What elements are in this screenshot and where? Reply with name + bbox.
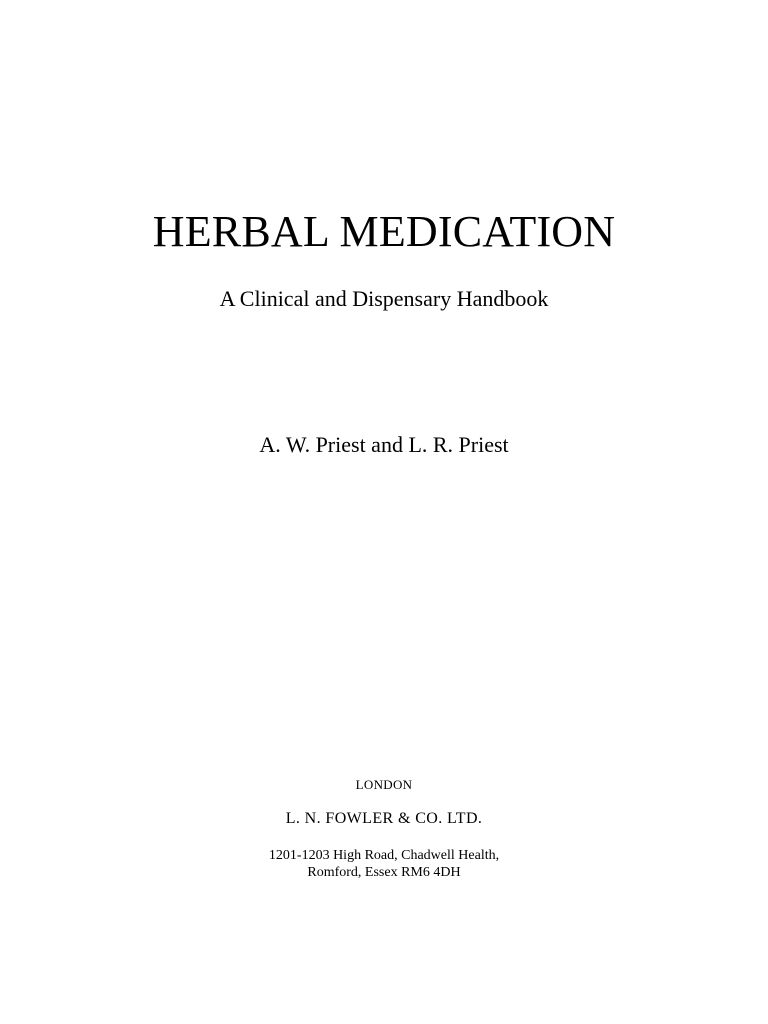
publisher-address-line-2: Romford, Essex RM6 4DH — [307, 865, 461, 880]
publisher-city: LONDON — [355, 777, 413, 792]
publisher-address-line-1: 1201-1203 High Road, Chadwell Health, — [268, 848, 500, 863]
book-title: HERBAL MEDICATION — [152, 207, 616, 256]
publisher-name: L. N. FOWLER & CO. LTD. — [285, 810, 483, 827]
publisher-address — [0, 847, 768, 881]
book-authors: A. W. Priest and L. R. Priest — [259, 432, 509, 457]
book-subtitle: A Clinical and Dispensary Handbook — [219, 286, 549, 311]
